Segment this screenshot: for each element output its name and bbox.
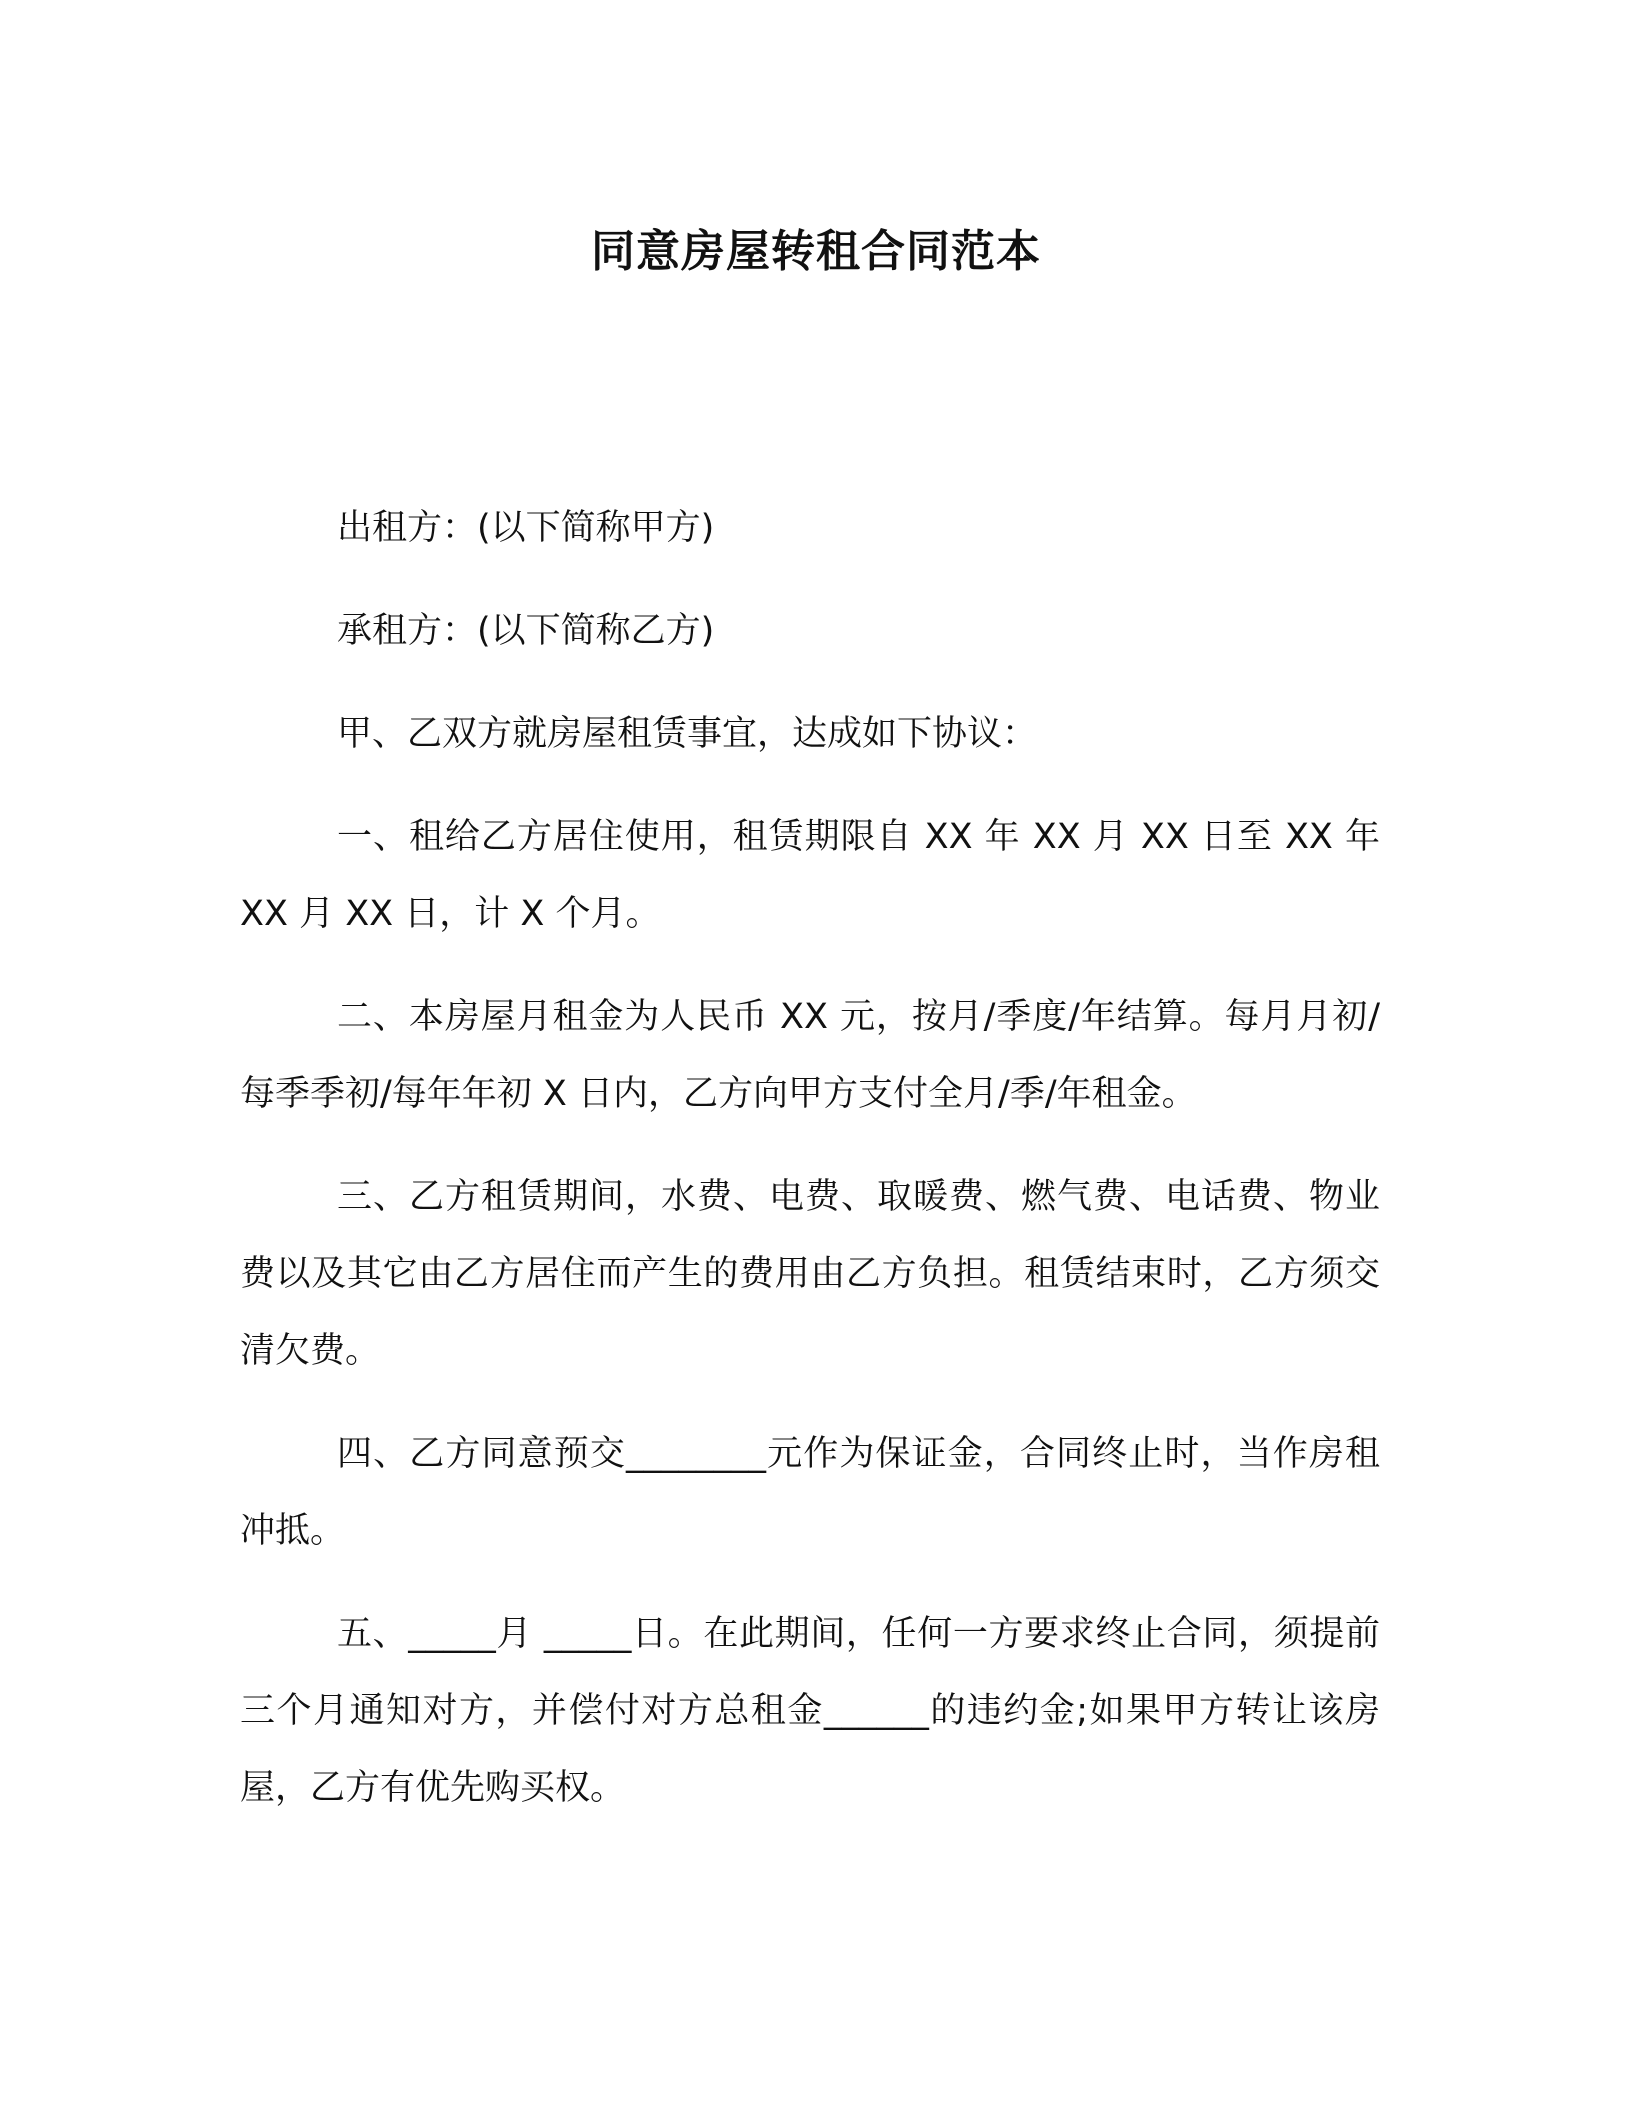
paragraph-clause-5: 五、_____月 _____日。在此期间，任何一方要求终止合同，须提前三个月通知对方，并偿付对方总租金______的违约金;如果甲方转让该房屋，乙方有优先购买权。 [240, 1614, 1380, 1808]
paragraph-agreement-intro: 甲、乙双方就房屋租赁事宜，达成如下协议： [337, 714, 1038, 754]
document-title: 同意房屋转租合同范本 [591, 226, 1041, 277]
paragraph-clause-1: 一、租给乙方居住使用，租赁期限自 XX 年 XX 月 XX 日至 XX 年 XX 月 XX 日，计 X 个月。 [240, 817, 1380, 934]
paragraph-lessee: 承租方：(以下简称乙方) [337, 611, 715, 651]
paragraph-clause-3: 三、乙方租赁期间，水费、电费、取暖费、燃气费、电话费、物业费以及其它由乙方居住而产生的费用由乙方负担。租赁结束时，乙方须交清欠费。 [240, 1177, 1380, 1371]
paragraph-clause-2: 二、本房屋月租金为人民币 XX 元，按月/季度/年结算。每月月初/每季季初/每年年初 X 日内，乙方向甲方支付全月/季/年租金。 [240, 997, 1380, 1114]
paragraph-clause-4: 四、乙方同意预交________元作为保证金，合同终止时，当作房租冲抵。 [240, 1434, 1380, 1551]
paragraph-lessor: 出租方：(以下简称甲方) [337, 508, 715, 548]
document-body [240, 490, 1380, 1853]
